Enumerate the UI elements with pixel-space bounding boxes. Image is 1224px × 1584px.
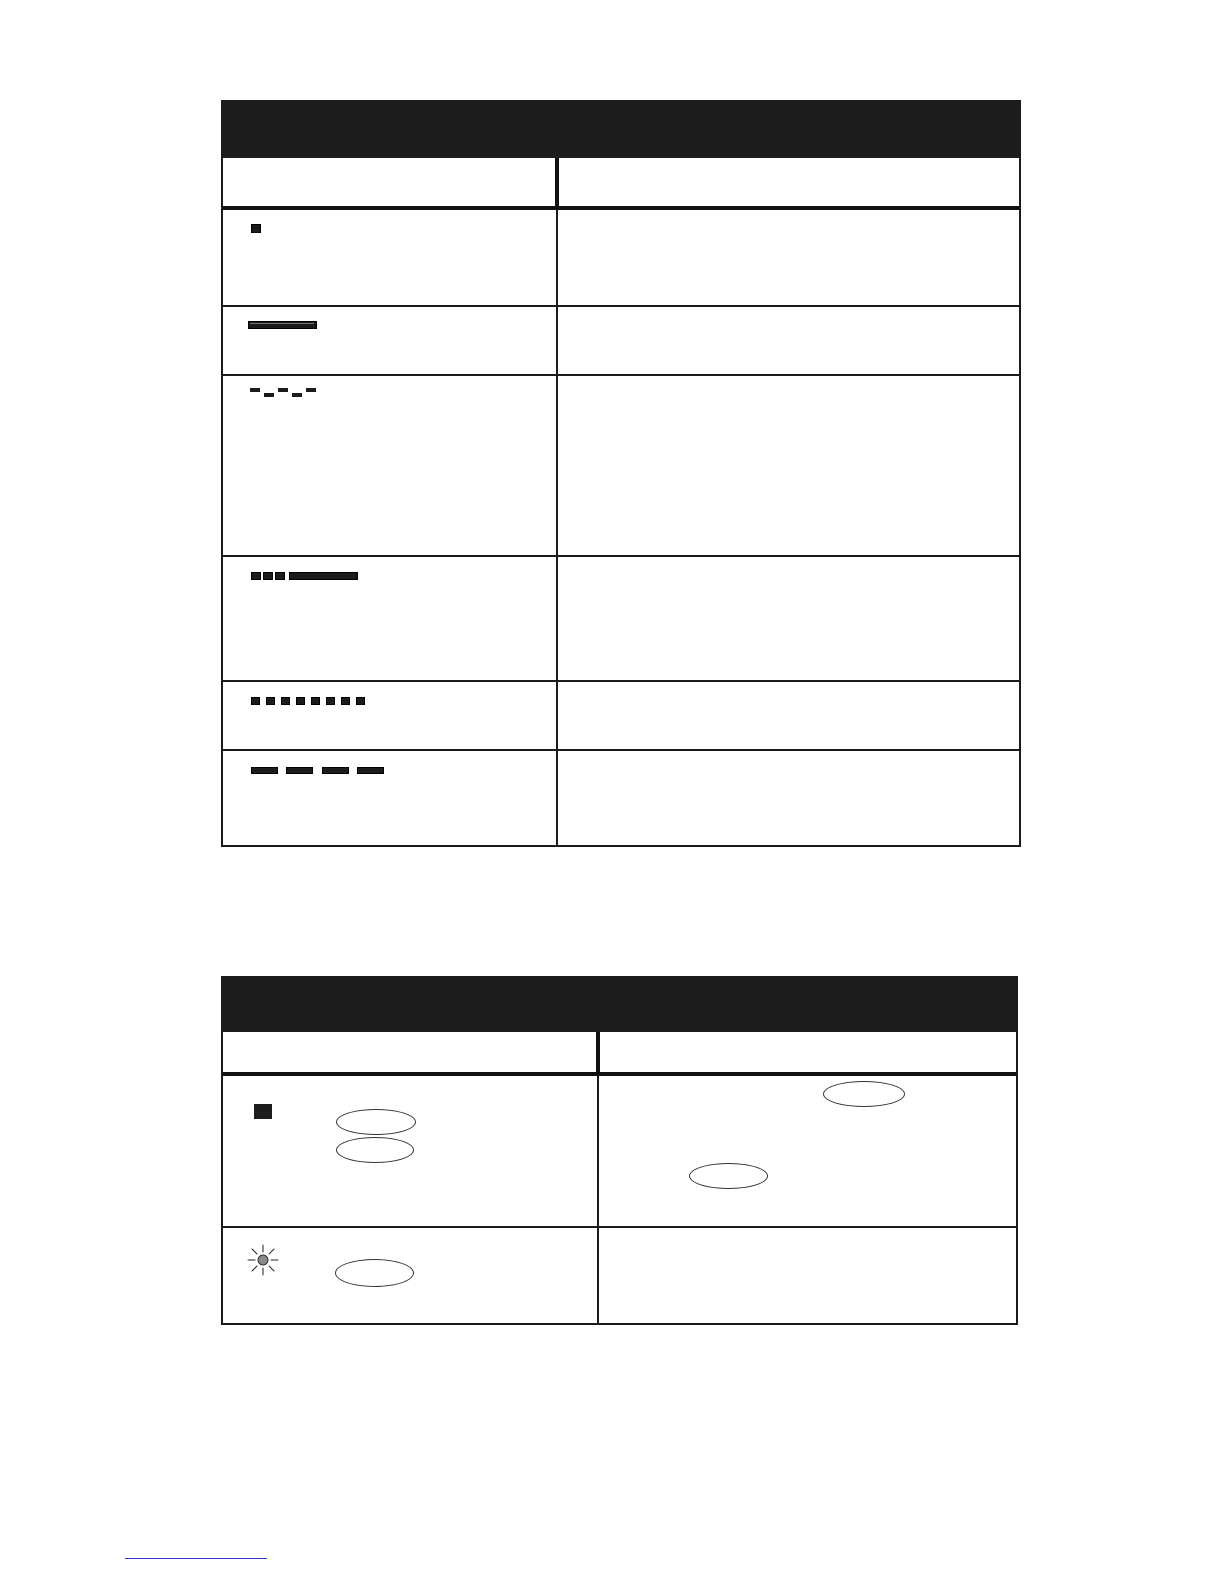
- slow-blink-icon: [251, 767, 391, 777]
- flashing-light-icon: [247, 1244, 279, 1276]
- indicator-table-2: [221, 976, 1018, 1325]
- table-1-title-bar: [223, 102, 1019, 158]
- table-row: [223, 307, 1019, 376]
- solid-square-icon: [254, 1104, 274, 1122]
- three-blinks-then-steady-icon: [251, 572, 363, 582]
- callout-oval: [336, 1137, 414, 1163]
- table-1-body: [223, 210, 1019, 845]
- table-2-body: [223, 1076, 1016, 1323]
- table-row: [223, 210, 1019, 307]
- callout-oval: [823, 1081, 905, 1107]
- table-1-column-headers: [223, 158, 1019, 210]
- indicator-table-1: [221, 100, 1021, 847]
- alternating-blink-icon: [250, 387, 320, 401]
- footer-link-underline[interactable]: [125, 1558, 267, 1559]
- table-2-header-divider: [596, 1032, 600, 1072]
- table-row: [223, 1076, 1016, 1228]
- table-row: [223, 751, 1019, 847]
- table-2-column-headers: [223, 1032, 1016, 1076]
- table-row: [223, 557, 1019, 682]
- table-1-header-divider: [555, 158, 559, 206]
- table-row: [223, 682, 1019, 751]
- steady-on-icon: [248, 321, 320, 333]
- table-row: [223, 376, 1019, 557]
- callout-oval: [335, 1259, 414, 1287]
- callout-oval: [689, 1163, 768, 1189]
- callout-oval: [336, 1109, 416, 1135]
- rapid-blink-icon: [251, 697, 371, 707]
- single-blink-icon: [251, 224, 263, 236]
- table-2-title-bar: [223, 978, 1016, 1032]
- table-row: [223, 1228, 1016, 1325]
